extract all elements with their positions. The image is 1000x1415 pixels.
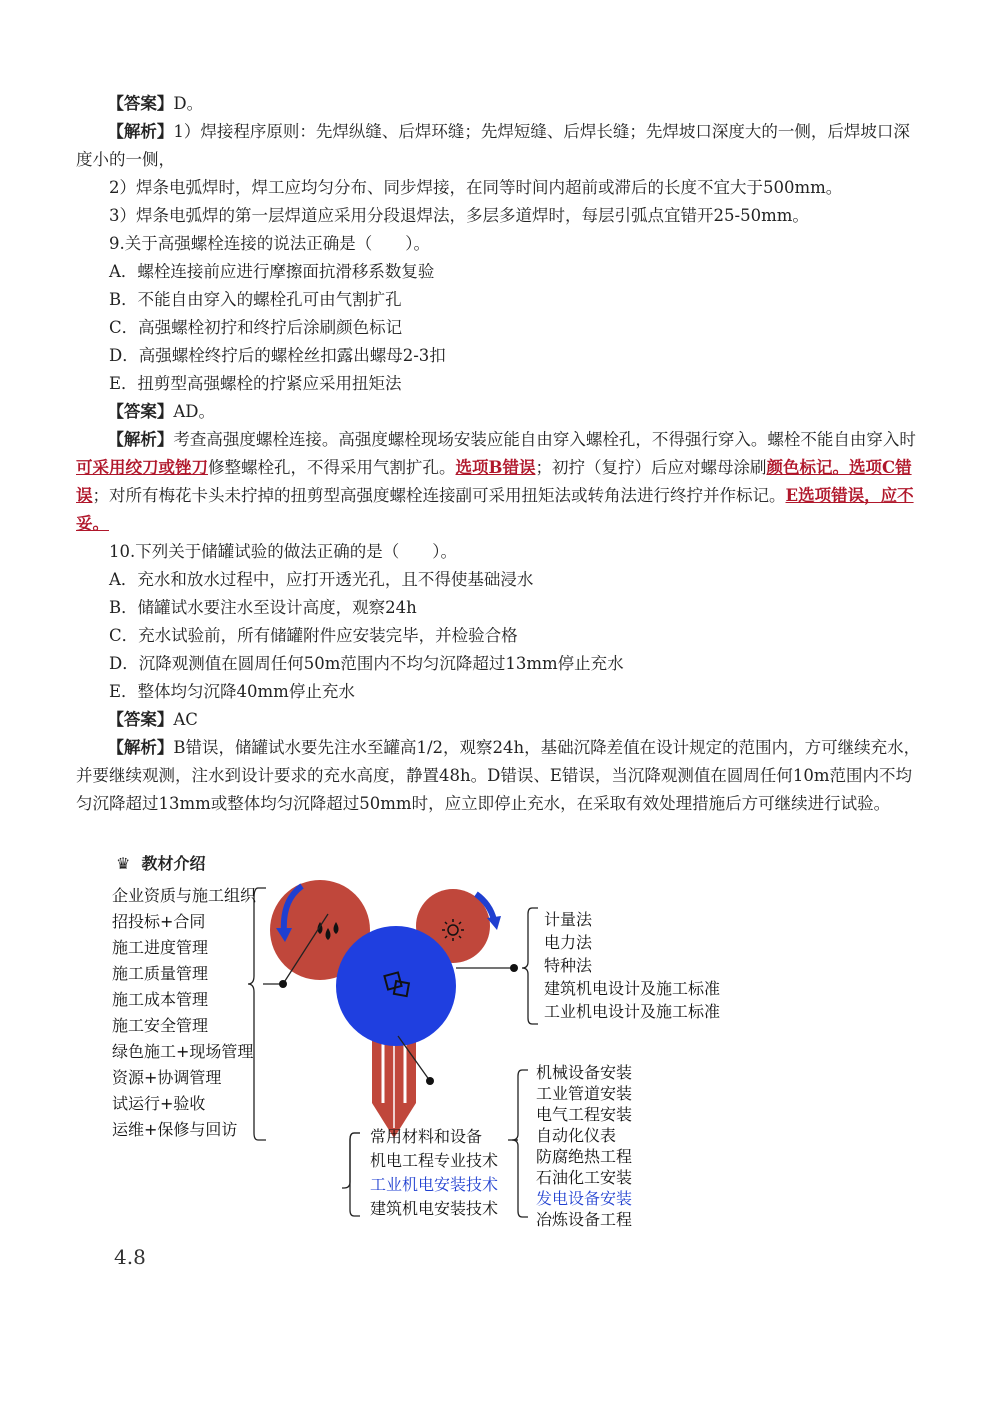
sub-list-item: 防腐绝热工程 — [536, 1147, 633, 1166]
right-list-item: 特种法 — [544, 956, 593, 975]
bottom-list-item: 常用材料和设备 — [370, 1127, 483, 1146]
q10-answer: 【答案】AC — [107, 710, 198, 729]
left-list-item: 施工安全管理 — [112, 1016, 209, 1035]
connector-dot-right — [510, 964, 518, 972]
connector-dot-bottom — [426, 1077, 434, 1085]
left-list-item: 运维+保修与回访 — [112, 1120, 238, 1139]
textbook-diagram — [96, 848, 776, 1238]
left-list-item: 企业资质与施工组织 — [112, 886, 257, 905]
q9-option-e: E．扭剪型高强螺栓的拧紧应采用扭矩法 — [109, 374, 402, 393]
textbook-header: ♛ 教材介绍 — [116, 854, 206, 873]
q10-option-a: A．充水和放水过程中，应打开透光孔，且不得使基础浸水 — [109, 570, 534, 589]
left-list-item: 施工成本管理 — [112, 990, 209, 1009]
sub-list-item-highlight: 发电设备安装 — [536, 1189, 633, 1208]
left-list-item: 资源+协调管理 — [112, 1068, 222, 1087]
q9-analysis: 【解析】考查高强度螺栓连接。高强度螺栓现场安装应能自由穿入螺栓孔，不得强行穿入。螺栓不能自由穿入时可采用绞刀或锉刀修整螺栓孔，不得采用气割扩孔。选项B错误；初拧（复拧）后应对螺母涂刷颜色标记。选项C错误；对所有梅花卡头未拧掉的扭剪型高强度螺栓连接副可采用扭矩法或转角法进行终拧并作标记。E选项错误，应不妥。 — [76, 430, 916, 533]
bottom-list-item-highlight: 工业机电安装技术 — [370, 1175, 499, 1194]
q10-stem: 10.下列关于储罐试验的做法正确的是（ ）。 — [109, 542, 457, 561]
q9-highlight-4: E选项错误，应不妥。 — [76, 486, 914, 533]
left-list-item: 绿色施工+现场管理 — [112, 1042, 254, 1061]
q9-option-b: B．不能自由穿入的螺栓孔可由气割扩孔 — [109, 290, 402, 309]
left-list-item: 施工进度管理 — [112, 938, 209, 957]
sub-list-item: 机械设备安装 — [536, 1063, 633, 1082]
q9-option-a: A．螺栓连接前应进行摩擦面抗滑移系数复验 — [109, 262, 435, 281]
q10-option-e: E．整体均匀沉降40mm停止充水 — [109, 682, 355, 701]
bottom-list-item: 建筑机电安装技术 — [370, 1199, 499, 1218]
q9-highlight-1: 可采用绞刀或锉刀 — [76, 458, 208, 477]
sub-list-item: 电气工程安装 — [536, 1105, 633, 1124]
crown-icon: ♛ — [116, 854, 131, 873]
sub-list-item: 冶炼设备工程 — [536, 1210, 633, 1229]
q8-analysis-2: 2）焊条电弧焊时，焊工应均匀分布、同步焊接，在同等时间内超前或滞后的长度不宜大于500mm。 — [109, 178, 843, 197]
q8-analysis-3: 3）焊条电弧焊的第一层焊道应采用分段退焊法，多层多道焊时，每层引弧点宜错开25-50mm。 — [109, 206, 809, 225]
left-list-item: 试运行+验收 — [112, 1094, 206, 1113]
q8-answer: 【答案】D。 — [107, 94, 204, 113]
connector-dot-left — [279, 980, 287, 988]
right-list-item: 计量法 — [544, 910, 593, 929]
q9-stem: 9.关于高强螺栓连接的说法正确是（ ）。 — [109, 234, 430, 253]
q10-analysis: 【解析】B错误，储罐试水要先注水至罐高1/2，观察24h，基础沉降差值在设计规定的范围内，方可继续充水，并要继续观测，注水到设计要求的充水高度，静置48h。D错误、E错误，当沉降观测值在圆周任何10m范围内不均匀沉降超过13mm或整体均匀沉降超过50mm时，应立即停止充水，在采取有效处理措施后方可继续进行试验。 — [76, 738, 921, 813]
q10-option-c: C．充水试验前，所有储罐附件应安装完毕，并检验合格 — [109, 626, 518, 645]
left-list-item: 施工质量管理 — [112, 964, 209, 983]
page-number: 4.8 — [114, 1245, 146, 1269]
q9-answer: 【答案】AD。 — [107, 402, 215, 421]
q10-option-d: D．沉降观测值在圆周任何50m范围内不均匀沉降超过13mm停止充水 — [109, 654, 624, 673]
right-list-item: 电力法 — [544, 933, 593, 952]
q9-option-d: D．高强螺栓终拧后的螺栓丝扣露出螺母2-3扣 — [109, 346, 446, 365]
q9-option-c: C．高强螺栓初拧和终拧后涂刷颜色标记 — [109, 318, 403, 337]
left-list-item: 招投标+合同 — [112, 912, 206, 931]
sub-list-item: 工业管道安装 — [536, 1084, 633, 1103]
q9-highlight-3: 颜色标记。选项C错误 — [76, 458, 912, 505]
document-body — [76, 90, 926, 818]
q8-analysis-1: 【解析】1）焊接程序原则：先焊纵缝、后焊环缝；先焊短缝、后焊长缝；先焊坡口深度大的一侧，后焊坡口深度小的一侧， — [76, 122, 910, 169]
sub-list-item: 自动化仪表 — [536, 1126, 617, 1145]
right-list-item: 工业机电设计及施工标准 — [544, 1002, 721, 1021]
sub-list-item: 石油化工安装 — [536, 1168, 633, 1187]
q10-option-b: B．储罐试水要注水至设计高度，观察24h — [109, 598, 417, 617]
q9-highlight-2: 选项B错误 — [455, 458, 536, 477]
right-list-item: 建筑机电设计及施工标准 — [544, 979, 721, 998]
bottom-list-item: 机电工程专业技术 — [370, 1151, 499, 1170]
